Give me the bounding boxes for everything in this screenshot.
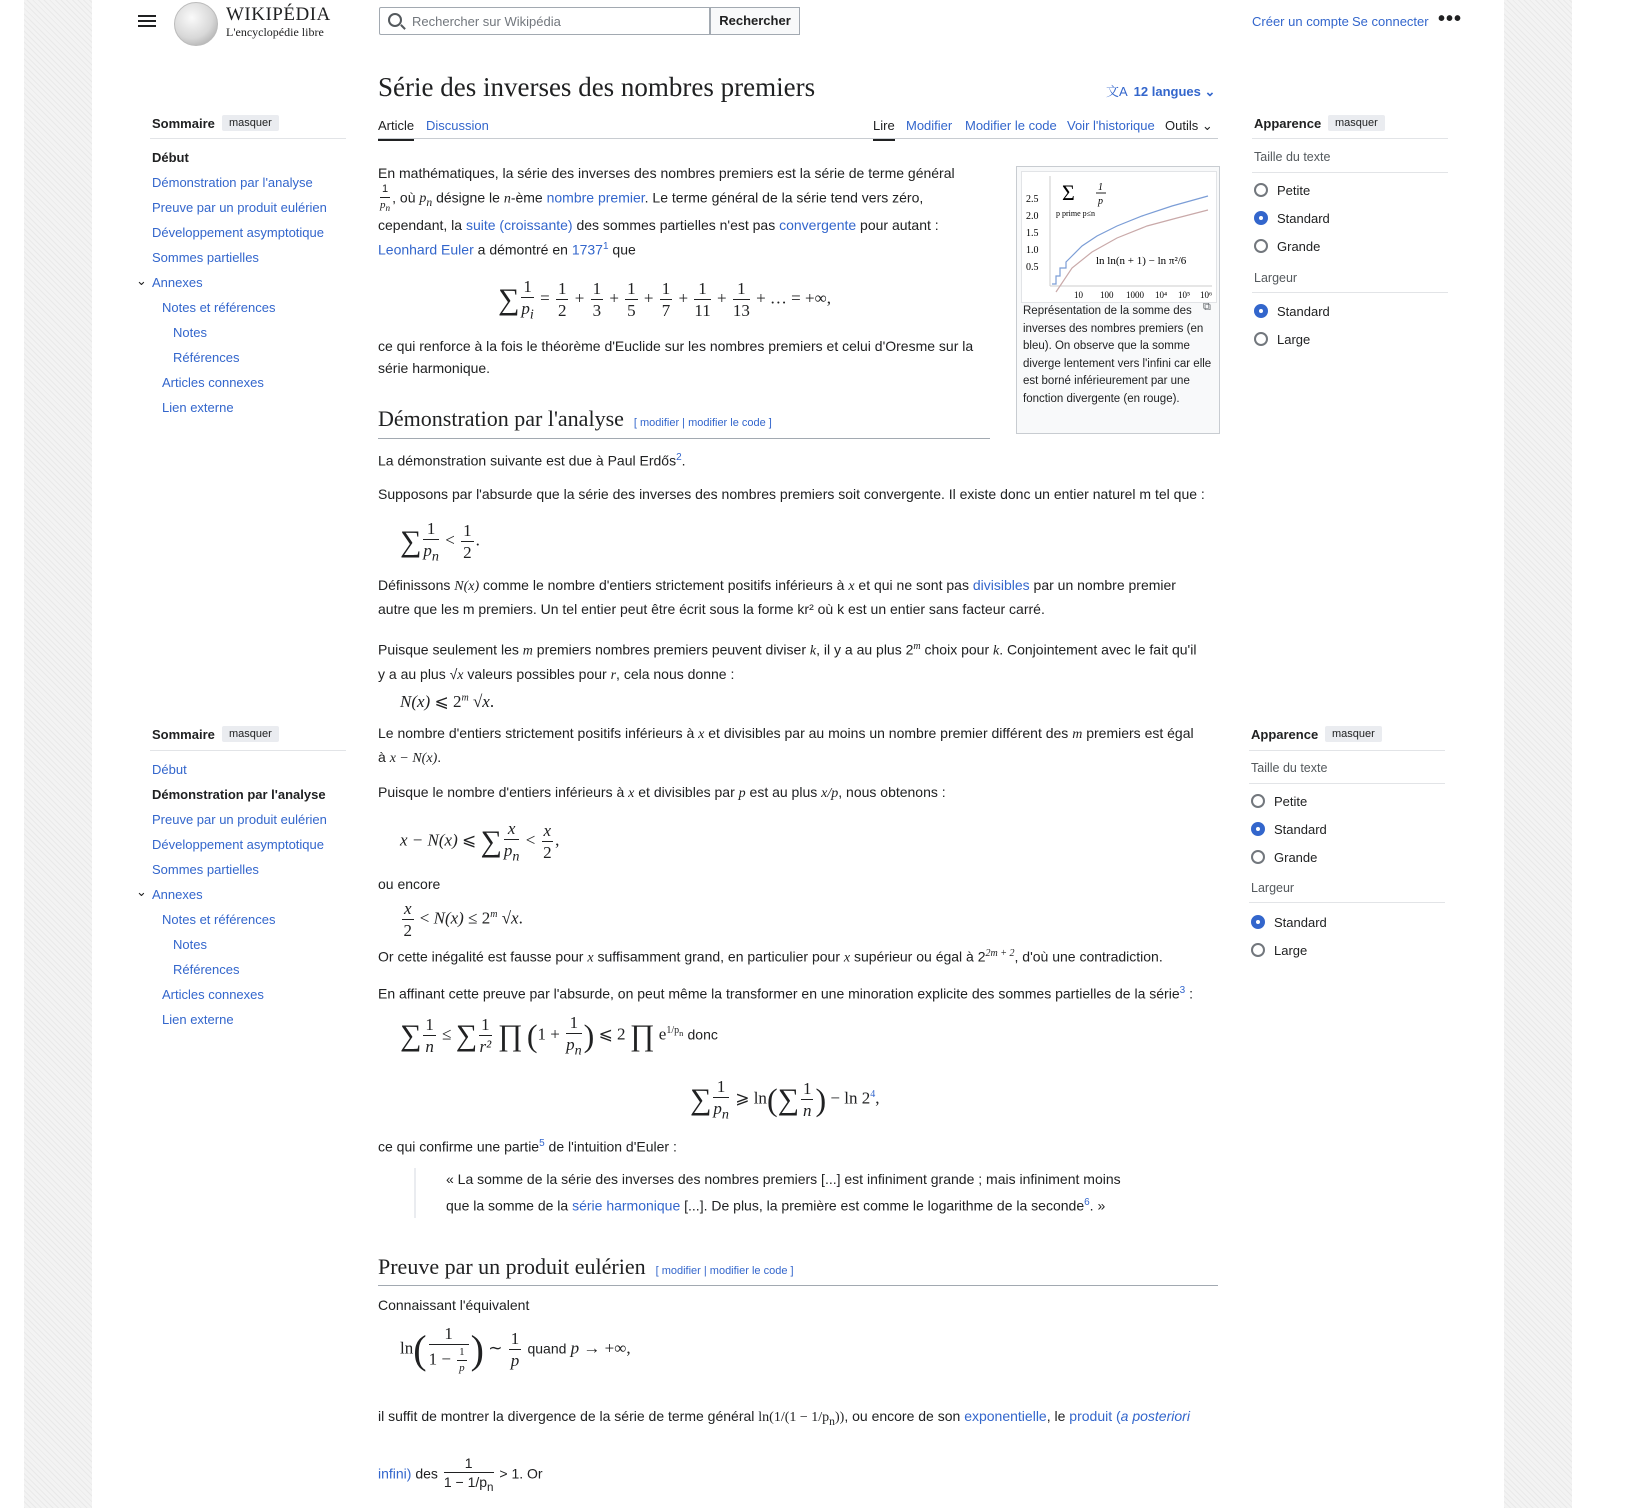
radio-label-standard: Standard [1277,211,1330,226]
divider [1249,902,1445,903]
bound-formula: ln ln(n + 1) − ln π²/6 [1096,255,1187,267]
radio-width-large[interactable] [1251,943,1265,957]
section-title: Preuve par un produit eulérien [378,1254,646,1279]
toc-toggle-annexes[interactable] [136,273,147,289]
infini-paragraph: infini) des $\frac{1}{1 - 1/p_n}$ > 1. Or [378,1455,543,1494]
radio-text-small[interactable] [1251,794,1265,808]
y-tick: 0.5 [1026,262,1039,273]
toc-item-analyse[interactable]: Démonstration par l'analyse [152,787,326,802]
divisible-paragraph: Le nombre d'entiers strictement positifs inférieurs à x et divisibles par au moins un nombre premier différent des m premiers est égal à x − N(x). [378,725,1194,766]
nx-tail: autre que les m premiers. Un tel entier peut être écrit sous la forme kr² où k est un entier sans facteur carré. [378,601,1045,617]
intro-text: En mathématiques, la série des inverses des nombres premiers est la série de terme général [378,165,955,181]
chevron-down-icon: ⌄ [136,273,147,288]
page-title: Série des inverses des nombres premiers [378,72,816,102]
radio-width-standard[interactable] [1254,304,1268,318]
appearance-hide-button[interactable]: masquer [1325,726,1382,742]
wikipedia-globe-icon[interactable] [174,2,218,46]
language-button[interactable] [1106,81,1215,100]
section-heading-euler [378,1254,794,1280]
p-paragraph: Puisque le nombre d'entiers inférieurs à x et divisibles par p est au plus x/p, nous obtenons : [378,784,946,801]
divider [1252,172,1448,173]
toc-item-asymptotique[interactable]: Développement asymptotique [152,837,324,852]
edit-section-link[interactable]: [ modifier | modifier le code ] [633,417,772,429]
toc-item-notes-refs[interactable]: Notes et références [162,912,276,927]
tab-read[interactable]: Lire [873,118,895,141]
login-link[interactable]: Se connecter [1352,14,1429,29]
radio-width-large[interactable] [1254,332,1268,346]
divider [150,750,346,751]
left-page-margin [24,0,92,1508]
suppose-paragraph: Supposons par l'absurde que la série des inverses des nombres premiers soit convergente. Il existe donc un entier naturel m tel que : [378,486,1205,502]
intuition-paragraph: ce qui confirme une partie$^5$ de l'intuition d'Euler : [378,1138,677,1155]
radio-text-small[interactable] [1254,183,1268,197]
toc-toggle-annexes[interactable] [136,884,147,900]
width-label: Largeur [1251,881,1295,895]
fraction: $\frac{1}{p_n}$ [380,183,391,214]
create-account-link[interactable]: Créer un compte [1252,14,1349,29]
product-formula: ∑ $\frac{1}{n}$ ≤ ∑ $\frac{1}{\text{r²}}$ ∏ (1 + $\frac{1}{p_n}$ ) ⩽ 2 ∏ $e^{1/p_n}$ donc [400,1013,718,1059]
right-page-margin [1504,0,1572,1508]
toc-item-connexes[interactable]: Articles connexes [162,375,264,390]
search-icon [388,13,402,27]
toc-item-references[interactable]: Références [173,350,240,365]
search-input[interactable] [379,7,710,35]
radio-label-large: Grande [1274,850,1318,865]
radio-label-width-large: Large [1274,943,1308,958]
text-size-label: Taille du texte [1254,150,1331,164]
log-formula: ∑ $\frac{1}{p_n}$ ⩾ ln(∑ $\frac{1}{n}$ ) − $\ln 2^4$, [690,1077,880,1123]
radio-text-standard[interactable] [1251,822,1265,836]
y-tick: 1.0 [1026,245,1039,256]
k-paragraph: Puisque seulement les m premiers nombres premiers peuvent diviser k, il y a au plus 2$^m$ choix pour k. Conjointement avec le fait qu'il y a au plus √x valeurs possibles pour r, cela nous donne : [378,641,1197,683]
section-heading-analyse [378,406,772,432]
y-tick: 2.0 [1026,211,1039,222]
donc-word: donc [687,1026,718,1043]
toc-item-annexes[interactable]: Annexes [152,887,203,902]
radio-text-large[interactable] [1251,850,1265,864]
quote-line2: [...]. De plus, la première est comme le logarithme de la seconde [684,1197,1085,1214]
demo-text: La démonstration suivante est due à Paul Erdős [378,452,677,469]
radio-label-small: Petite [1277,183,1311,198]
radio-text-standard[interactable] [1254,211,1268,225]
toc-item-notes[interactable]: Notes [173,325,207,340]
toc-item-analyse[interactable]: Démonstration par l'analyse [152,175,313,190]
x-tick: 10⁴ [1155,290,1168,300]
tab-edit-source[interactable]: Modifier le code [965,118,1057,133]
section-title: Démonstration par l'analyse [378,406,624,431]
divider [1252,292,1448,293]
tagline: L'encyclopédie libre [226,25,324,39]
toc-item-produit[interactable]: Preuve par un produit eulérien [152,812,327,827]
contradiction-paragraph: Or cette inégalité est fausse pour x suffisamment grand, en particulier pour x supérieur ou égal à $2^{2m + 2}$, d'où une contradiction. [378,948,1163,966]
figure-caption: Représentation de la somme des inverses des nombres premiers (en bleu). On observe que la somme diverge lentement vers l'infini car elle est borné inférieurement par une fonction divergente (en rouge). [1023,305,1212,405]
suffit-paragraph: il suffit de montrer la divergence de la série de terme général $\ln(1/(1 - 1/p_n))$, ou encore de son exponentielle, le produit (a posteriori [378,1408,1190,1428]
divider [1249,750,1445,751]
figure-plot[interactable] [1021,171,1217,303]
y-tick: 2.5 [1026,194,1039,205]
svg-text:1: 1 [1098,182,1103,193]
toc-item-debut[interactable]: Début [152,762,187,777]
chevron-down-icon: ⌄ [136,884,147,899]
appearance-title: Apparence [1251,727,1319,742]
x-tick: 10⁵ [1178,290,1191,300]
nx-paragraph: Définissons N(x) comme le nombre d'entiers strictement positifs inférieurs à x et qui ne sont pas divisibles par un nombre premier autre que les m premiers. Un tel entier peut être écrit sous la forme kr² où k est un entier sans facteur carré. [378,577,1176,617]
toc-item-references[interactable]: Références [173,962,240,977]
divider [1252,138,1448,139]
wordmark[interactable]: WIKIPÉDIA [226,4,331,25]
toc-item-lien[interactable]: Lien externe [162,400,234,415]
toc-item-produit[interactable]: Preuve par un produit eulérien [152,200,327,215]
tab-article[interactable]: Article [378,118,414,141]
toc-item-connexes[interactable]: Articles connexes [162,987,264,1002]
sum-label: p prime p≤n [1056,209,1096,218]
edit-section-link[interactable]: [ modifier | modifier le code ] [655,1265,794,1277]
x-tick: 10⁶ [1200,290,1213,300]
demo-paragraph: La démonstration suivante est due à Paul Erdős$^2$. [378,452,686,469]
radio-width-standard[interactable] [1251,915,1265,929]
tab-edit[interactable]: Modifier [906,118,953,133]
euler-series-formula: ∑ $\frac{1}{p_i}$ = $\frac{1}{2}$ + $\frac{1}{3}$ + $\frac{1}{5}$ + $\frac{1}{7}$ + $\frac{1}{11}$ + $\frac{1}{13}$ + … = +∞, [498,277,831,323]
intro-after: ce qui renforce à la fois le théorème d'Euclide sur les nombres premiers et celui d'Oresme sur la série harmonique. [378,338,974,376]
toc-item-lien[interactable]: Lien externe [162,1012,234,1027]
tab-discussion[interactable]: Discussion [426,118,489,133]
more-options-icon[interactable]: ••• [1438,8,1463,30]
divider [1249,783,1445,784]
toc-item-sommes[interactable]: Sommes partielles [152,250,259,265]
plot-svg [1022,172,1216,302]
upper-bound-formula: x − N(x) ⩽ ∑ $\frac{x}{p_n}$ < $\frac{x}{2}$ , [400,819,560,865]
enlarge-icon[interactable]: ⧉ [1203,301,1211,313]
double-bound-formula: $\frac{x}{2}$ < $N(x) \le 2^m$ √x. [403,899,523,940]
translate-icon: 文A [1106,84,1128,99]
y-tick: 1.5 [1026,228,1039,239]
width-label: Largeur [1254,271,1298,285]
appearance-title: Apparence [1254,116,1322,131]
heading-underline [378,1285,1218,1286]
tools-label: Outils [1165,118,1199,133]
sum-symbol: Σ [1062,180,1075,205]
convergence-formula: ∑ $\frac{1}{p_n}$ < $\frac{1}{2}$ . [400,519,480,565]
radio-label-width-standard: Standard [1277,304,1330,319]
toc-title: Sommaire [152,727,215,742]
search-button[interactable]: Rechercher [710,7,800,35]
heading-underline [378,438,990,439]
tools-menu[interactable]: Outils ⌄ [1165,118,1213,133]
appearance-hide-button[interactable]: masquer [1328,115,1385,131]
radio-label-large: Grande [1277,239,1321,254]
tab-history[interactable]: Voir l'historique [1067,118,1155,133]
text-size-label: Taille du texte [1251,761,1328,775]
language-count: 12 langues [1133,84,1201,99]
toc-item-annexes[interactable]: Annexes [152,275,203,290]
intuition-tail: de l'intuition d'Euler : [548,1138,677,1155]
x-tick: 100 [1100,290,1114,300]
infobox-figure [1016,166,1220,434]
main-menu-icon[interactable] [138,12,156,30]
x-tick: 10 [1074,290,1083,300]
nx-bound-formula: N(x) ⩽ 2$^m$ √x. [400,692,495,711]
quote-line1: « La somme de la série des inverses des nombres premiers [...] est infiniment grande ; mais infiniment moins [446,1171,1121,1187]
search-placeholder: Rechercher sur Wikipédia [412,14,561,29]
radio-label-standard: Standard [1274,822,1327,837]
ou-encore: ou encore [378,876,441,892]
intro-paragraph: En mathématiques, la série des inverses des nombres premiers est la série de terme général $\frac{1}{p_n}$ , où $p_n$ désigne le n-ème nombre premier. Le terme général de la série tend vers zéro, cependant, la suite (croissante) des sommes partielles n'est pas convergente pour autant : Leonhard Euler a démontré en 1737$^1$ que [378,165,955,258]
x-tick: 1000 [1126,290,1144,300]
toc-item-asymptotique[interactable]: Développement asymptotique [152,225,324,240]
radio-text-large[interactable] [1254,239,1268,253]
toc-item-sommes[interactable]: Sommes partielles [152,862,259,877]
toc-item-debut[interactable]: Début [152,150,189,165]
bound-series-line [1056,210,1208,292]
intuition-text: ce qui confirme une partie [378,1138,540,1155]
toc-item-notes[interactable]: Notes [173,937,207,952]
radio-label-width-standard: Standard [1274,915,1327,930]
toc-title: Sommaire [152,116,215,131]
toc-hide-button[interactable]: masquer [222,726,279,742]
connaissant-paragraph: Connaissant l'équivalent [378,1297,530,1313]
toc-hide-button[interactable]: masquer [222,115,279,131]
chevron-down-icon: ⌄ [1200,84,1216,99]
divider [150,138,346,139]
toc-item-notes-refs[interactable]: Notes et références [162,300,276,315]
equivalent-formula: ln( 1 1 − $\frac{1}{p}$ ) ∼ $\frac{1}{p}$ quand p → +∞, [400,1324,631,1374]
euler-quote: « La somme de la série des inverses des nombres premiers [...] est infiniment grande ; mais infiniment moins que la somme de la série harmonique [...]. De plus, la première est comme le logarithme de la seconde$^6$. » [414,1168,1206,1218]
radio-label-width-large: Large [1277,332,1311,347]
svg-text:p: p [1098,196,1103,207]
radio-label-small: Petite [1274,794,1308,809]
minoration-paragraph: En affinant cette preuve par l'absurde, on peut même la transformer en une minoration explicite des sommes partielles de la série$^3$ : [378,985,1193,1002]
